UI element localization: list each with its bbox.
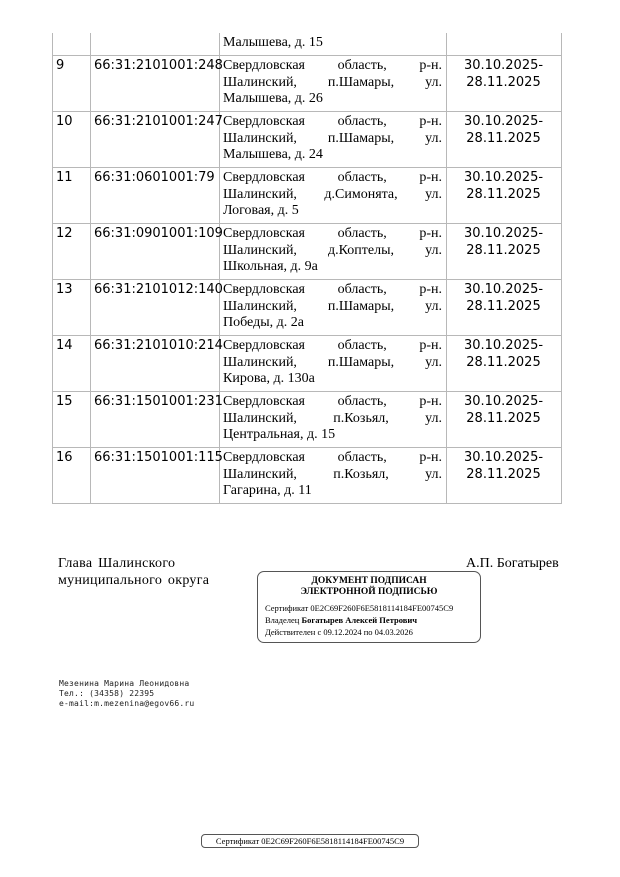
cell-period xyxy=(447,336,562,392)
cell-period xyxy=(447,392,562,448)
stamp-owner xyxy=(265,615,417,626)
certificate-label: Сертификат xyxy=(265,603,309,613)
period-end: 28.11.2025 xyxy=(466,466,541,482)
address-line: Шалинский, п.Козьял, ул. xyxy=(223,410,442,426)
period-end: 28.11.2025 xyxy=(466,242,541,258)
period-start: 30.10.2025- xyxy=(463,58,544,73)
signer-position-line1: Глава Шалинского xyxy=(58,556,176,571)
cell-period xyxy=(447,448,562,504)
cell-cadastral xyxy=(91,33,220,56)
address-line: Свердловская область, р-н. xyxy=(223,114,442,129)
cell-address xyxy=(220,392,447,448)
table-row-continuation xyxy=(53,33,562,56)
address-line: Малышева, д. 26 xyxy=(223,91,323,106)
period-start: 30.10.2025- xyxy=(463,226,544,241)
address-line: Свердловская область, р-н. xyxy=(223,450,442,465)
table-row xyxy=(53,392,562,448)
owner-label: Владелец xyxy=(265,615,300,625)
cell-period xyxy=(447,280,562,336)
cell-address xyxy=(220,448,447,504)
period-start: 30.10.2025- xyxy=(463,282,544,297)
cell-cadastral: 66:31:0601001:79 xyxy=(91,168,220,224)
cell-cadastral: 66:31:0901001:109 xyxy=(91,224,220,280)
cell-number: 15 xyxy=(53,392,91,448)
period-end: 28.11.2025 xyxy=(466,410,541,426)
cell-number: 10 xyxy=(53,112,91,168)
table-row xyxy=(53,168,562,224)
address-line: Шалинский, п.Шамары, ул. xyxy=(223,354,442,370)
contact-phone: Тел.: (34358) 22395 xyxy=(59,689,155,698)
period-end: 28.11.2025 xyxy=(466,130,541,146)
address-line: Свердловская область, р-н. xyxy=(223,338,442,353)
period-start: 30.10.2025- xyxy=(463,394,544,409)
cell-address xyxy=(220,112,447,168)
cell-cadastral: 66:31:2101010:214 xyxy=(91,336,220,392)
table-row xyxy=(53,448,562,504)
stamp-title-line2: ЭЛЕКТРОННОЙ ПОДПИСЬЮ xyxy=(300,587,438,597)
period-end: 28.11.2025 xyxy=(466,298,541,314)
address-line: Свердловская область, р-н. xyxy=(223,226,442,241)
footer-certificate: Сертификат 0E2C69F260F6E5818114184FE00745C9 xyxy=(201,834,419,848)
stamp-validity: Действителен с 09.12.2024 по 04.03.2026 xyxy=(265,627,413,637)
period-end: 28.11.2025 xyxy=(466,74,541,90)
cell-cadastral: 66:31:2101001:248 xyxy=(91,56,220,112)
table-row xyxy=(53,224,562,280)
address-line: Свердловская область, р-н. xyxy=(223,170,442,185)
electronic-signature-stamp xyxy=(257,571,481,643)
period-start: 30.10.2025- xyxy=(463,170,544,185)
stamp-title xyxy=(258,576,480,598)
cell-address xyxy=(220,280,447,336)
address-line: Шалинский, д.Коптелы, ул. xyxy=(223,242,442,258)
table-row xyxy=(53,56,562,112)
address-line: Свердловская область, р-н. xyxy=(223,282,442,297)
address-line: Школьная, д. 9а xyxy=(223,259,318,274)
address-line: Шалинский, п.Шамары, ул. xyxy=(223,74,442,90)
certificate-value: 0E2C69F260F6E5818114184FE00745C9 xyxy=(310,603,454,613)
cell-number: 13 xyxy=(53,280,91,336)
owner-value: Богатырев Алексей Петрович xyxy=(301,615,418,625)
address-line: Свердловская область, р-н. xyxy=(223,394,442,409)
address-line: Шалинский, п.Козьял, ул. xyxy=(223,466,442,482)
period-end: 28.11.2025 xyxy=(466,354,541,370)
stamp-certificate xyxy=(265,603,453,614)
period-start: 30.10.2025- xyxy=(463,114,544,129)
contact-email: e-mail:m.mezenina@egov66.ru xyxy=(59,699,195,708)
cell-address xyxy=(220,168,447,224)
cell-address xyxy=(220,336,447,392)
cell-cadastral: 66:31:2101001:247 xyxy=(91,112,220,168)
signer-position-line2: муниципального округа xyxy=(58,573,210,588)
cell-number xyxy=(53,33,91,56)
cell-cadastral: 66:31:2101012:140 xyxy=(91,280,220,336)
period-start: 30.10.2025- xyxy=(463,338,544,353)
contact-name: Мезенина Марина Леонидовна xyxy=(59,679,190,688)
cell-address xyxy=(220,224,447,280)
stamp-title-line1: ДОКУМЕНТ ПОДПИСАН xyxy=(311,576,427,586)
signer-position xyxy=(58,555,209,589)
address-line: Шалинский, п.Шамары, ул. xyxy=(223,130,442,146)
cell-period xyxy=(447,112,562,168)
table-row xyxy=(53,336,562,392)
address-line: Кирова, д. 130а xyxy=(223,371,315,386)
address-line: Центральная, д. 15 xyxy=(223,427,336,442)
cell-number: 14 xyxy=(53,336,91,392)
signer-name: А.П. Богатырев xyxy=(466,556,559,571)
period-start: 30.10.2025- xyxy=(463,450,544,465)
address-line: Малышева, д. 15 xyxy=(223,35,323,50)
land-plots-table xyxy=(52,33,562,504)
cell-period xyxy=(447,168,562,224)
cell-period xyxy=(447,33,562,56)
table-row xyxy=(53,280,562,336)
table-row xyxy=(53,112,562,168)
cell-address xyxy=(220,56,447,112)
cell-cadastral: 66:31:1501001:115 xyxy=(91,448,220,504)
period-end: 28.11.2025 xyxy=(466,186,541,202)
address-line: Победы, д. 2а xyxy=(223,315,304,330)
cell-number: 12 xyxy=(53,224,91,280)
address-line: Свердловская область, р-н. xyxy=(223,58,442,73)
cell-number: 11 xyxy=(53,168,91,224)
cell-period xyxy=(447,56,562,112)
address-line: Шалинский, п.Шамары, ул. xyxy=(223,298,442,314)
cell-number: 16 xyxy=(53,448,91,504)
cell-number: 9 xyxy=(53,56,91,112)
cell-cadastral: 66:31:1501001:231 xyxy=(91,392,220,448)
cell-period xyxy=(447,224,562,280)
cell-address xyxy=(220,33,447,56)
address-line: Логовая, д. 5 xyxy=(223,203,299,218)
address-line: Гагарина, д. 11 xyxy=(223,483,312,498)
executor-contact xyxy=(59,679,194,709)
address-line: Малышева, д. 24 xyxy=(223,147,323,162)
address-line: Шалинский, д.Симонята, ул. xyxy=(223,186,442,202)
